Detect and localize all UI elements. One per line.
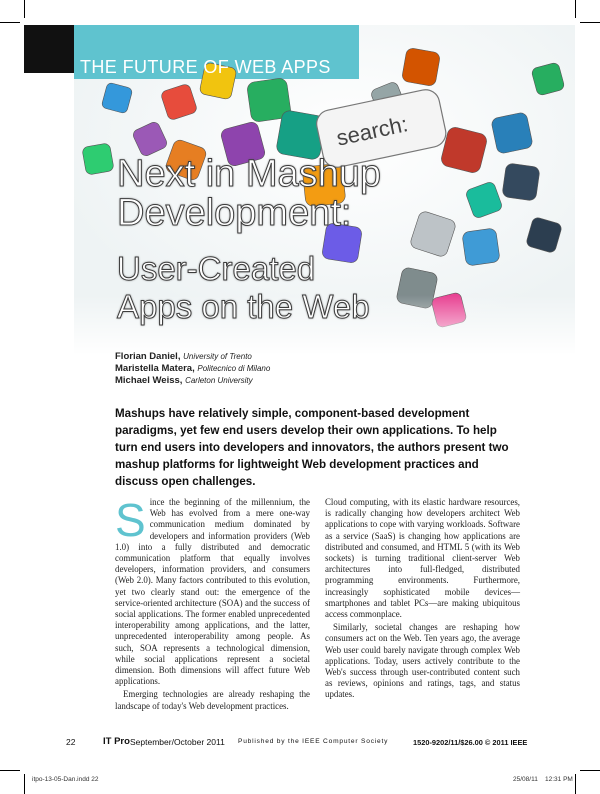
page-number: 22 [66, 737, 76, 747]
subtitle-line-1: User-Created [117, 250, 316, 287]
crop-mark [24, 774, 25, 794]
paragraph: Similarly, societal changes are reshaping how consumers act on the Web. Ten years ago, the average Web user could barely navigate through complex Web applications. Today, users actively contribute to the Web's success through user-contributed content such as reviews, opinions and ratings, tags, and status updates. [325, 622, 520, 700]
title-line-1: Next in Mashup [117, 153, 382, 195]
crop-mark [575, 774, 576, 794]
issue-date: September/October 2011 [130, 737, 225, 747]
crop-mark [575, 0, 576, 18]
author-name: Florian Daniel, [115, 351, 181, 362]
copyright-line: 1520-9202/11/$26.00 © 2011 IEEE [413, 738, 528, 747]
author-list [115, 351, 270, 387]
paragraph-text: ince the beginning of the millennium, the Web has evolved from a mere one-way communication medium dominated by developers and information providers (Web 1.0) into a fully distributed and democratic communication platform that equally involves developers, information providers, and consumers (Web 2.0). Many factors contributed to this evolution, yet two clearly stand out: the emergence of the service-oriented architecture (SOA) and the success of social applications. The former enabled unprecedented interoperability among applications, and the latter, unprecedented interoperability among people. As such, SOA represents a technological dimension, while social applications represent a societal dimension. Both dimensions will affect future Web applications. [115, 497, 310, 687]
search-key-label: search: [334, 111, 411, 151]
body-column-1 [115, 494, 310, 714]
crop-mark [24, 0, 25, 18]
paragraph [115, 494, 310, 687]
slug-date: 25/08/11 [513, 776, 538, 783]
paragraph: Cloud computing, with its elastic hardware resources, is radically changing how developers architect Web applications to cope with varying workloads. Software as a service (SaaS) is changing how applications are distributed and consumed, and HTML 5 (with its Web sockets) is turning traditional client-server Web architectures into full-fledged, distributed programming environments. Furthermore, increasingly sophisticated mobile devices—smartphones and tablet PCs—are making ubiquitous access commonplace. [325, 497, 520, 620]
crop-mark [580, 22, 600, 23]
body-column-2 [325, 497, 520, 703]
abstract: Mashups have relatively simple, component-based development paradigms, yet few end users develop their own applications. To help turn end users into developers and innovators, the authors present two mashup platforms for lightweight Web development practices and discuss open challenges. [115, 407, 509, 488]
file-slug: itpo-13-05-Dan.indd 22 [32, 776, 99, 783]
publisher-line: Published by the IEEE Computer Society [238, 738, 389, 745]
author-entry [115, 351, 270, 363]
slug-time: 12:31 PM [545, 776, 573, 783]
title-line-2: Development: [117, 192, 352, 234]
subtitle-line-2: Apps on the Web [117, 288, 370, 325]
paragraph: Emerging technologies are already reshaping the landscape of today's Web development practices. [115, 689, 310, 711]
author-name: Maristella Matera, [115, 363, 195, 374]
header-black-block [24, 25, 74, 73]
article-subtitle [117, 250, 370, 326]
crop-mark [0, 770, 20, 771]
article-title [117, 155, 381, 233]
author-entry [115, 375, 270, 387]
author-affiliation: Carleton University [185, 376, 253, 385]
crop-mark [0, 22, 20, 23]
author-entry [115, 363, 270, 375]
magazine-name: IT Pro [103, 736, 130, 747]
author-affiliation: Politecnico di Milano [197, 364, 271, 373]
author-name: Michael Weiss, [115, 375, 183, 386]
author-affiliation: University of Trento [183, 352, 252, 361]
drop-cap: S [115, 494, 146, 546]
crop-mark [580, 770, 600, 771]
section-label: THE FUTURE OF WEB APPS [80, 57, 331, 77]
